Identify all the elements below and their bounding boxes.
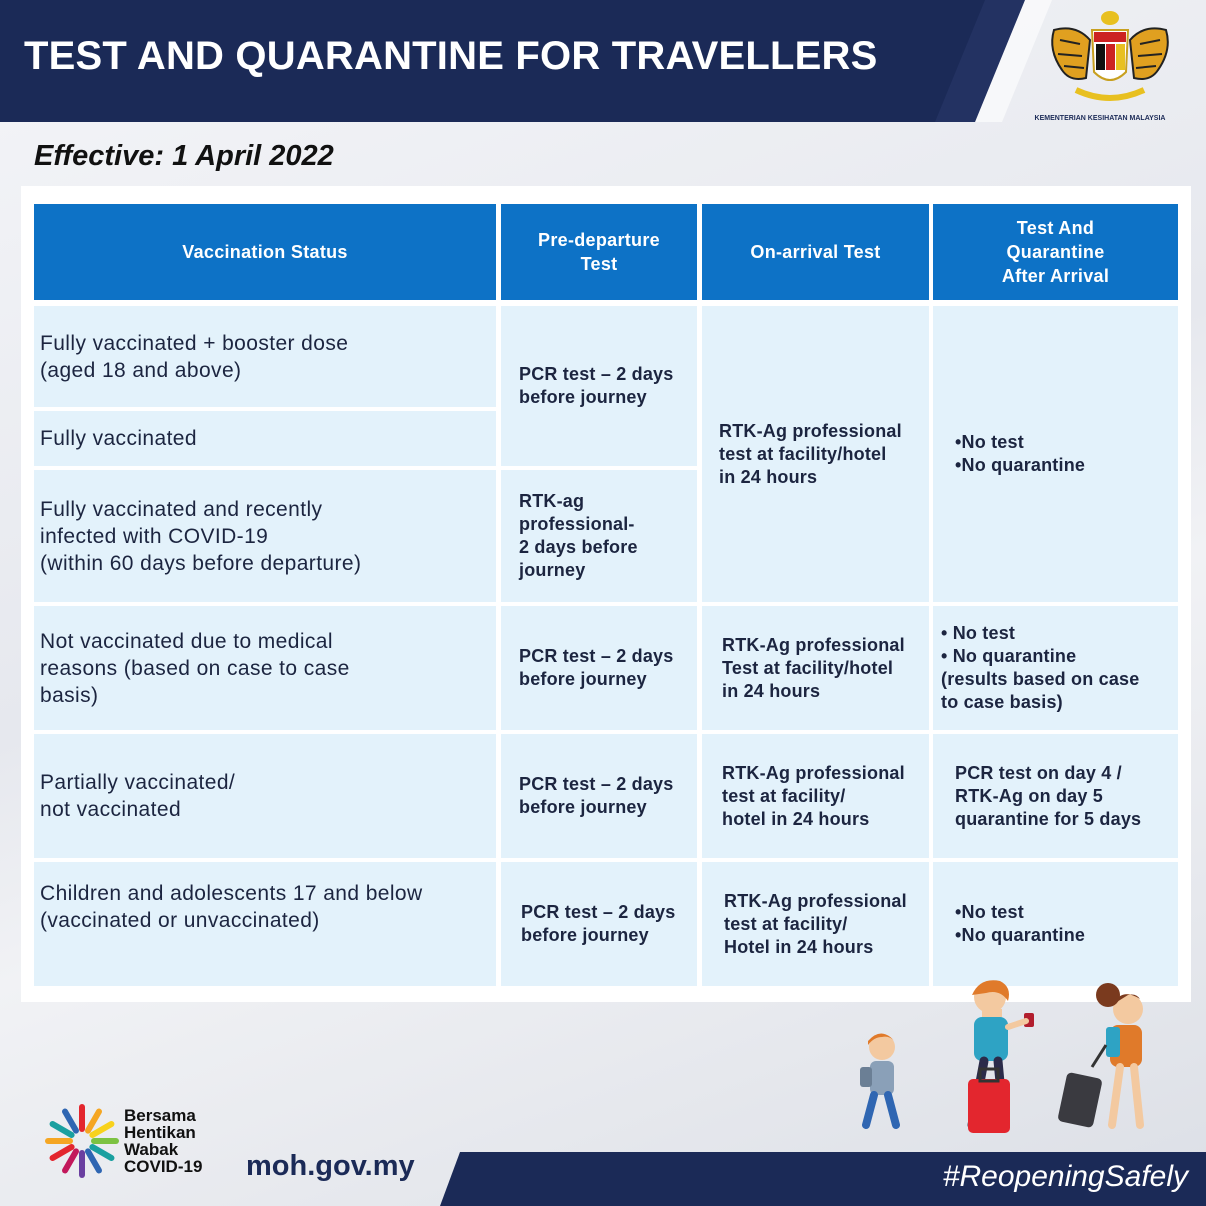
status-row-1: Fully vaccinated + booster dose (aged 18 and above) [34,306,496,407]
onarrival-cell-1: RTK-Ag professional test at facility/hotel in 24 hours [702,306,929,602]
predeparture-cell-3: PCR test – 2 days before journey [501,606,697,730]
predeparture-cell-4: PCR test – 2 days before journey [501,734,697,858]
header-vaccination-status: Vaccination Status [34,204,496,300]
onarrival-cell-4: RTK-Ag professional test at facility/ Hotel in 24 hours [702,862,929,986]
after-cell-3: PCR test on day 4 / RTK-Ag on day 5 quarantine for 5 days [933,734,1178,858]
after-cell-4: •No test •No quarantine [933,862,1178,986]
effective-date: Effective: 1 April 2022 [34,140,334,172]
header-after-arrival: Test And Quarantine After Arrival [933,204,1178,300]
covid-campaign-logo-icon [44,1103,120,1179]
website-link[interactable]: moh.gov.my [246,1150,415,1182]
status-row-6: Children and adolescents 17 and below (vaccinated or unvaccinated) [34,862,496,986]
status-row-4: Not vaccinated due to medical reasons (based on case to case basis) [34,606,496,730]
after-cell-1: •No test •No quarantine [933,306,1178,602]
header-on-arrival: On-arrival Test [702,204,929,300]
ministry-label: KEMENTERIAN KESIHATAN MALAYSIA [1034,115,1166,122]
travellers-illustration-icon [840,975,1200,1145]
predeparture-cell-5: PCR test – 2 days before journey [501,862,697,986]
status-row-2: Fully vaccinated [34,411,496,466]
predeparture-cell-2: RTK-ag professional- 2 days before journey [501,470,697,602]
onarrival-cell-2: RTK-Ag professional Test at facility/hotel in 24 hours [702,606,929,730]
predeparture-cell-1: PCR test – 2 days before journey [501,306,697,466]
malaysia-coat-of-arms-icon [1040,10,1180,110]
status-row-5: Partially vaccinated/ not vaccinated [34,734,496,858]
header-pre-departure: Pre-departure Test [501,204,697,300]
after-cell-2: • No test • No quarantine (results based on case to case basis) [933,606,1178,730]
status-row-3: Fully vaccinated and recently infected with COVID-19 (within 60 days before departure) [34,470,496,602]
hashtag: #ReopeningSafely [942,1160,1188,1193]
campaign-name: Bersama Hentikan Wabak COVID-19 [124,1106,203,1176]
onarrival-cell-3: RTK-Ag professional test at facility/ hotel in 24 hours [702,734,929,858]
page-title: TEST AND QUARANTINE FOR TRAVELLERS [24,34,878,78]
